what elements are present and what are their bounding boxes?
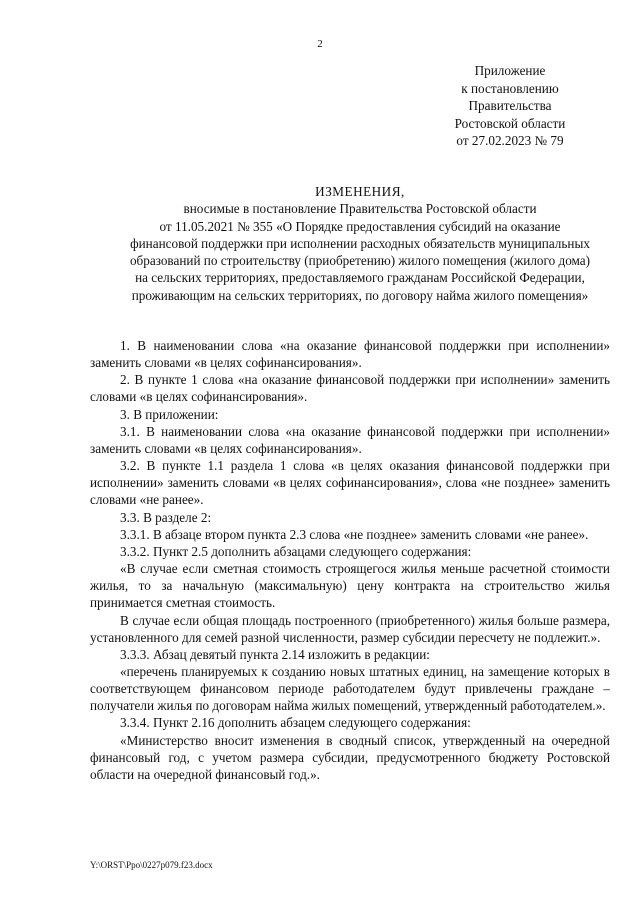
document-heading (80, 183, 640, 304)
paragraph-3-3-4: 3.3.4. Пункт 2.16 дополнить абзацем следующего содержания: (120, 715, 471, 731)
appendix-block (430, 62, 590, 150)
appendix-line: Приложение (474, 63, 546, 78)
paragraph-3-2: 3.2. В пункте 1.1 раздела 1 слова «в целях оказания финансовой поддержки при исполнении» заменить словами «в целях софинансирования», слова «не позднее» заменить словами «не ранее». (90, 458, 610, 508)
paragraph-3: 3. В приложении: (120, 406, 219, 422)
quoted-paragraph: В случае если общая площадь построенного (приобретенного) жилья больше размера, установленного для семей разной численности, размер субсидии пересчету не подлежит.». (90, 612, 610, 645)
paragraph-1: 1. В наименовании слова «на оказание финансовой поддержки при исполнении» заменить словами «в целях софинансирования». (90, 338, 610, 371)
file-path-footer: Y:\ORST\Ppo\0227p079.f23.docx (90, 860, 213, 870)
document-title: ИЗМЕНЕНИЯ, (315, 184, 405, 199)
heading-line: вносимые в постановление Правительства Ростовской области (183, 201, 537, 217)
appendix-line: от 27.02.2023 № 79 (456, 133, 564, 148)
paragraph-3-3-2: 3.3.2. Пункт 2.5 дополнить абзацами следующего содержания: (120, 543, 472, 559)
heading-line: финансовой поддержки при исполнении расходных обязательств муниципальных (130, 235, 590, 251)
heading-line: проживающим на сельских территориях, по договору найма жилого помещения» (131, 287, 589, 303)
quoted-paragraph: «В случае если сметная стоимость строящегося жилья меньше расчетной стоимости жилья, то за начальную (максимальную) цену контракта на строительство жилья принимается сметная стоимость. (90, 561, 610, 611)
paragraph-3-3: 3.3. В разделе 2: (120, 509, 212, 525)
document-body (90, 337, 610, 783)
appendix-line: к постановлению (461, 80, 559, 96)
appendix-line: Ростовской области (454, 115, 566, 131)
heading-line: на сельских территориях, предоставляемого гражданам Российской Федерации, (135, 270, 585, 286)
quoted-paragraph: «перечень планируемых к созданию новых штатных единиц, на замещение которых в соответствующем финансовом периоде работодателем будут привлечены граждане – получатели жилья по договорам найма жилых помещений, утвержденный работодателем.». (90, 663, 610, 714)
paragraph-2: 2. В пункте 1 слова «на оказание финансовой поддержки при исполнении» заменить словами «в целях софинансирования». (90, 372, 610, 405)
paragraph-3-3-3: 3.3.3. Абзац девятый пункта 2.14 изложить в редакции: (120, 646, 430, 662)
page-number: 2 (317, 38, 323, 50)
quoted-paragraph: «Министерство вносит изменения в сводный список, утвержденный на очередной финансовый год, с учетом размера субсидии, предусмотренного бюджету Ростовской области на очередной финансовый год.». (90, 732, 610, 782)
heading-line: от 11.05.2021 № 355 «О Порядке предоставления субсидий на оказание (159, 218, 561, 234)
paragraph-3-1: 3.1. В наименовании слова «на оказание финансовой поддержки при исполнении» заменить словами «в целях софинансирования». (90, 423, 610, 456)
paragraph-3-3-1: 3.3.1. В абзаце втором пункта 2.3 слова «не позднее» заменить словами «не ранее». (120, 526, 589, 542)
appendix-line: Правительства (468, 98, 552, 113)
heading-line: образований по строительству (приобретению) жилого помещения (жилого дома) (129, 253, 591, 269)
